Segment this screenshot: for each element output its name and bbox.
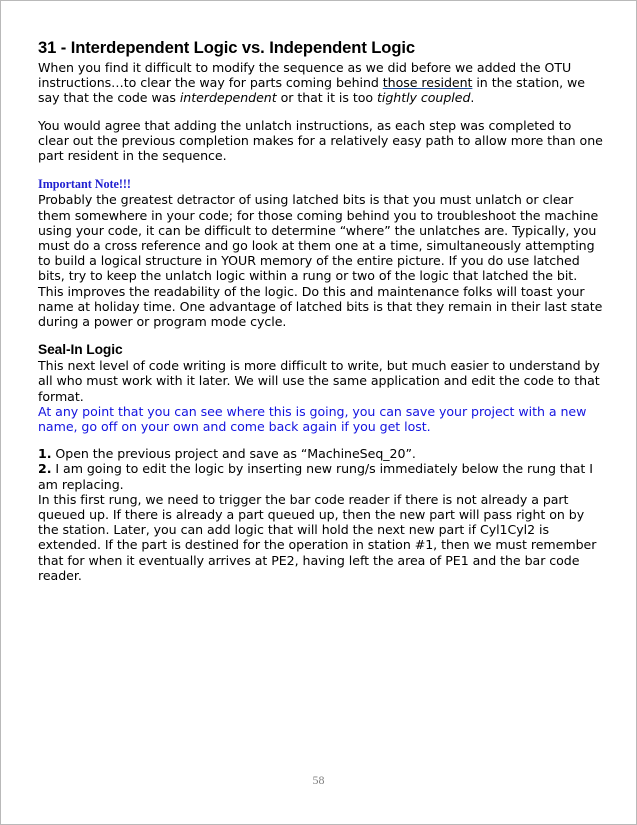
- interdependent-term: interdependent: [179, 90, 277, 106]
- page-number: 58: [312, 773, 325, 787]
- intro-paragraph: [38, 60, 604, 106]
- unlatch-paragraph: You would agree that adding the unlatch instructions, as each step was completed to clear out the previous completion makes for a relatively easy path to allow more than one part resident in the sequence.: [38, 117, 603, 164]
- tightly-coupled-term: tightly coupled: [377, 90, 471, 106]
- step-1: [38, 446, 604, 461]
- save-project-tip: At any point that you can see where this is going, you can save your project with a new name, go off on your own and come back again if you get lost.: [38, 403, 587, 435]
- step-2-number: 2.: [38, 461, 52, 477]
- intro-text-a: When you find it difficult to modify the sequence as we did before we added the OTU instructions…to clear the way for parts coming behind: [38, 60, 572, 91]
- those-resident-link[interactable]: those resident: [382, 75, 473, 91]
- important-note-text: Probably the greatest detractor of using latched bits is that you must unlatch or clear them somewhere in your code; for those coming behind you to troubleshoot the machine using your code, it can be difficult to determine “where” the unlatches are. Typically, you must do a cross reference and go look at them one at a time, simultaneously attempting to build a logical structure in YOUR memory of the entire picture. If you do use latched bits, try to keep the unlatch logic within a rung or two of the logic that latched the bit. This improves the readability of the logic. Do this and maintenance folks will toast your name at holiday time. One advantage of latched bits is that they remain in their last state during a power or program mode cycle.: [38, 192, 603, 330]
- seal-in-paragraph: This next level of code writing is more difficult to write, but much easier to understand by all who must work with it later. We will use the same application and edit the code to that format.: [38, 358, 600, 404]
- section-heading: 31 - Interdependent Logic vs. Independent Logic: [38, 38, 415, 57]
- step-2-text: I am going to edit the logic by inserting new rung/s immediately below the rung that I am replacing.: [38, 461, 593, 492]
- step-1-number: 1.: [38, 446, 52, 462]
- seal-in-logic-heading: Seal-In Logic: [38, 342, 123, 358]
- step-2: [38, 461, 604, 491]
- intro-text-d: .: [470, 90, 475, 106]
- first-rung-paragraph: In this first rung, we need to trigger the bar code reader if there is not already a part queued up. If there is already a part queued up, then the new part will pass right on by the station. Later, you can add logic that will hold the next new part if Cyl1Cyl2 is extended. If the part is destined for the operation in station #1, then we must remember that for when it eventually arrives at PE2, having left the area of PE1 and the bar code reader.: [38, 491, 597, 583]
- intro-text-b: in the station, we say that the code was: [38, 75, 586, 106]
- intro-text-c: or that it is too: [276, 90, 377, 106]
- important-note-label: Important Note!!!: [38, 177, 131, 192]
- page-content: [38, 38, 604, 583]
- step-1-text: Open the previous project and save as “MachineSeq_20”.: [51, 446, 416, 462]
